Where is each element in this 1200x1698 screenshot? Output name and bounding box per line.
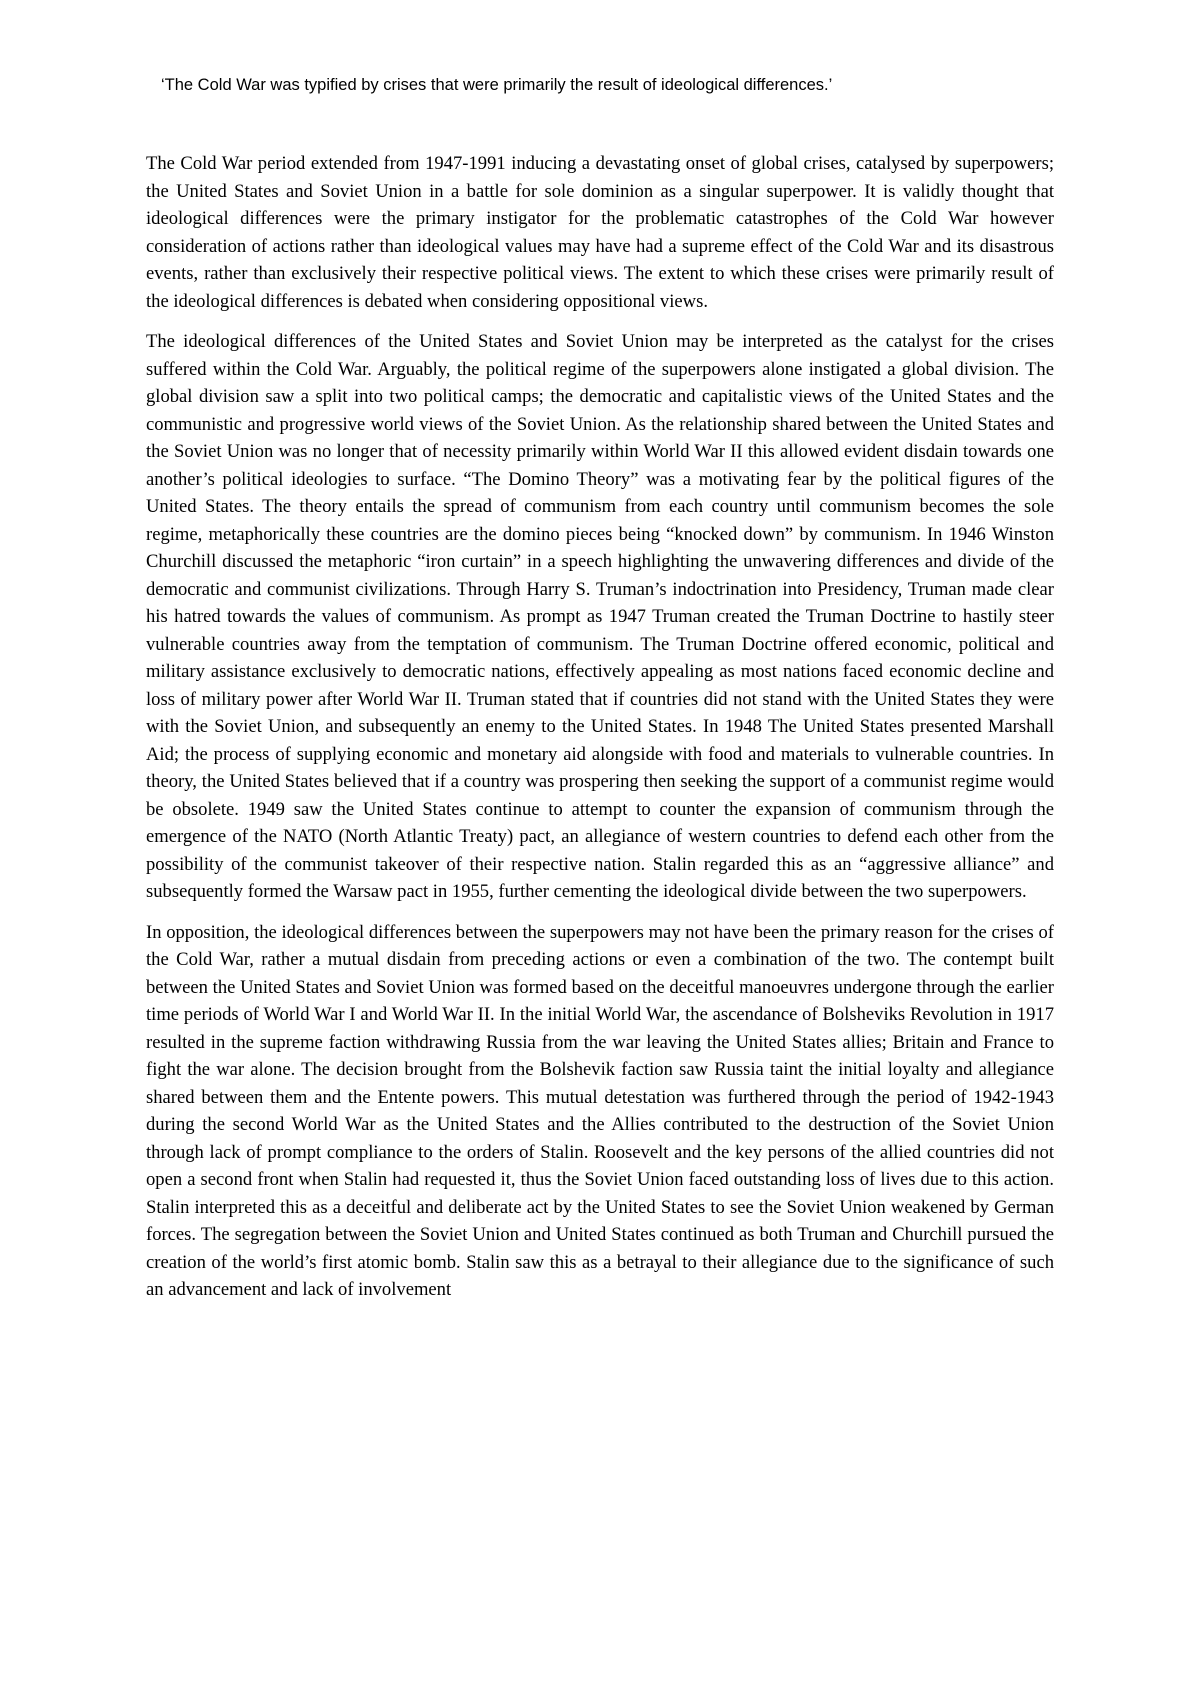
essay-title: ‘The Cold War was typified by crises that were primarily the result of ideological differences.’ bbox=[161, 76, 833, 94]
essay-body bbox=[146, 150, 1054, 1317]
paragraph-1: The Cold War period extended from 1947-1991 inducing a devastating onset of global crises, catalysed by superpowers; the United States and Soviet Union in a battle for sole dominion as a singular superpower. It is validly thought that ideological differences were the primary instigator for the problematic catastrophes of the Cold War however consideration of actions rather than ideological values may have had a supreme effect of the Cold War and its disastrous events, rather than exclusively their respective political views. The extent to which these crises were primarily result of the ideological differences is debated when considering oppositional views. bbox=[146, 153, 1054, 312]
paragraph-3: In opposition, the ideological differences between the superpowers may not have been the primary reason for the crises of the Cold War, rather a mutual disdain from preceding actions or even a combination of the two. The contempt built between the United States and Soviet Union was formed based on the deceitful manoeuvres undergone through the earlier time periods of World War I and World War II. In the initial World War, the ascendance of Bolsheviks Revolution in 1917 resulted in the supreme faction withdrawing Russia from the war leaving the United States allies; Britain and France to fight the war alone. The decision brought from the Bolshevik faction saw Russia taint the initial loyalty and allegiance shared between them and the Entente powers. This mutual detestation was furthered through the period of 1942-1943 during the second World War as the United States and the Allies contributed to the destruction of the Soviet Union through lack of prompt compliance to the orders of Stalin. Roosevelt and the key persons of the allied countries did not open a second front when Stalin had requested it, thus the Soviet Union faced outstanding loss of lives due to this action. Stalin interpreted this as a deceitful and deliberate act by the United States to see the Soviet Union weakened by German forces. The segregation between the Soviet Union and United States continued as both Truman and Churchill pursued the creation of the world’s first atomic bomb. Stalin saw this as a betrayal to their allegiance due to the significance of such an advancement and lack of involvement bbox=[146, 921, 1054, 1300]
paragraph-2: The ideological differences of the United States and Soviet Union may be interpreted as the catalyst for the crises suffered within the Cold War. Arguably, the political regime of the superpowers alone instigated a global division. The global division saw a split into two political camps; the democratic and capitalistic views of the United States and the communistic and progressive world views of the Soviet Union. As the relationship shared between the United States and the Soviet Union was no longer that of necessity primarily within World War II this allowed evident disdain towards one another’s political ideologies to surface. “The Domino Theory” was a motivating fear by the political figures of the United States. The theory entails the spread of communism from each country until communism becomes the sole regime, metaphorically these countries are the domino pieces being “knocked down” by communism. In 1946 Winston Churchill discussed the metaphoric “iron curtain” in a speech highlighting the unwavering differences and divide of the democratic and communist civilizations. Through Harry S. Truman’s indoctrination into Presidency, Truman made clear his hatred towards the values of communism. As prompt as 1947 Truman created the Truman Doctrine to hastily steer vulnerable countries away from the temptation of communism. The Truman Doctrine offered economic, political and military assistance exclusively to democratic nations, effectively appealing as most nations faced economic decline and loss of military power after World War II. Truman stated that if countries did not stand with the United States they were with the Soviet Union, and subsequently an enemy to the United States. In 1948 The United States presented Marshall Aid; the process of supplying economic and monetary aid alongside with food and materials to vulnerable countries. In theory, the United States believed that if a country was prospering then seeking the support of a communist regime would be obsolete. 1949 saw the United States continue to attempt to counter the expansion of communism through the emergence of the NATO (North Atlantic Treaty) pact, an allegiance of western countries to defend each other from the possibility of the communist takeover of their respective nation. Stalin regarded this as an “aggressive alliance” and subsequently formed the Warsaw pact in 1955, further cementing the ideological divide between the two superpowers. bbox=[146, 331, 1054, 902]
